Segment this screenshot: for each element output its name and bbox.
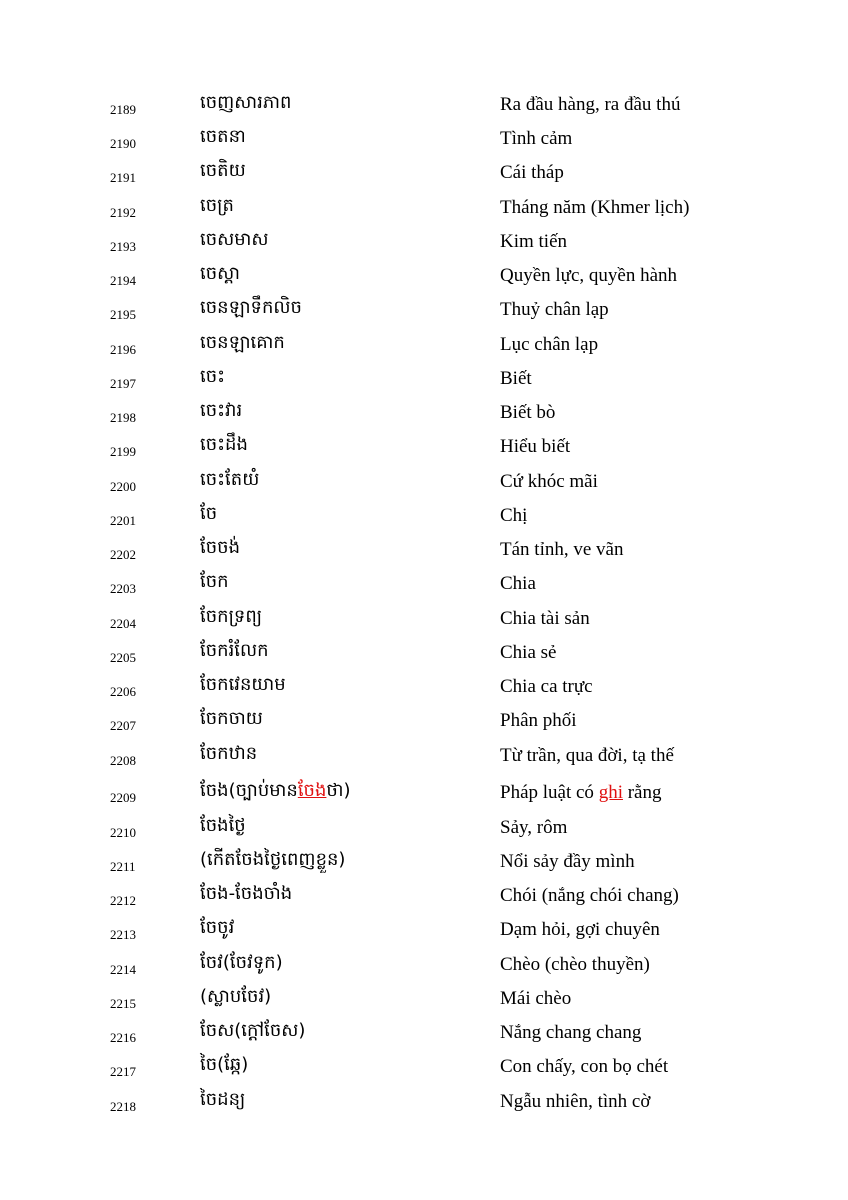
vietnamese-meaning: Sảy, rôm	[500, 817, 568, 838]
dictionary-entry	[0, 571, 848, 605]
dictionary-entry	[0, 537, 848, 571]
khmer-term: ចែកវេនយាម	[200, 674, 286, 695]
khmer-term: ចេនឡាទឹកលិច	[200, 297, 302, 318]
vietnamese-meaning-suffix: rằng	[622, 782, 662, 803]
entry-number: 2213	[110, 927, 136, 942]
vietnamese-meaning: Lục chân lạp	[500, 334, 599, 355]
vietnamese-meaning: Chị	[500, 505, 528, 526]
khmer-term: ចែង-ចែងចាំង	[200, 883, 293, 904]
khmer-term-prefix: ចែង(ច្បាប់មាន	[200, 780, 298, 801]
entry-number: 2205	[110, 650, 136, 665]
dictionary-entry	[0, 849, 848, 883]
dictionary-entry	[0, 503, 848, 537]
dictionary-entry	[0, 229, 848, 263]
vietnamese-meaning: Biết bò	[500, 402, 556, 423]
vietnamese-meaning: Chèo (chèo thuyền)	[500, 954, 650, 975]
khmer-term: ចេតនា	[200, 126, 246, 147]
vietnamese-meaning: Kim tiến	[500, 231, 568, 252]
dictionary-entry	[0, 708, 848, 742]
khmer-term: ចេនឡាគោក	[200, 332, 285, 353]
vietnamese-meaning: Chia sẻ	[500, 642, 557, 663]
vietnamese-meaning: Từ trần, qua đời, tạ thế	[500, 745, 674, 766]
khmer-term: ចែ	[200, 503, 218, 524]
entry-number: 2215	[110, 996, 136, 1011]
dictionary-entry	[0, 126, 848, 160]
khmer-term: ចេត្រ	[200, 195, 234, 216]
entry-number: 2210	[110, 825, 136, 840]
khmer-term: ចេះដឹង	[200, 434, 248, 455]
dictionary-entry	[0, 606, 848, 640]
dictionary-entry	[0, 263, 848, 297]
dictionary-entry	[0, 434, 848, 468]
vietnamese-meaning: Chia	[500, 573, 536, 594]
entry-number: 2193	[110, 239, 136, 254]
khmer-term: ចែកឋាន	[200, 743, 258, 764]
dictionary-entry	[0, 883, 848, 917]
entry-number: 2197	[110, 376, 136, 391]
entry-number: 2217	[110, 1064, 136, 1079]
entry-number: 2214	[110, 962, 136, 977]
dictionary-entry	[0, 92, 848, 126]
dictionary-entry	[0, 1054, 848, 1088]
entry-number: 2216	[110, 1030, 136, 1045]
entry-number: 2211	[110, 859, 136, 874]
khmer-term: ចេះ	[200, 366, 226, 387]
khmer-term: (កើតចែងថ្ងៃពេញខ្លួន)	[200, 849, 346, 870]
vietnamese-meaning: Con chấy, con bọ chét	[500, 1056, 669, 1077]
khmer-highlighted-word: ចែង	[297, 780, 327, 801]
khmer-term: ចេះវារ	[200, 400, 243, 421]
entry-number: 2190	[110, 136, 136, 151]
entry-number: 2202	[110, 547, 136, 562]
vietnamese-meaning: Biết	[500, 368, 532, 389]
vietnamese-meaning: Tháng năm (Khmer lịch)	[500, 197, 690, 218]
entry-number: 2199	[110, 444, 136, 459]
khmer-term: ចែវ(ចែវទូក)	[200, 952, 283, 973]
vietnamese-meaning: Chia tài sản	[500, 608, 590, 629]
vietnamese-meaning: Tình cảm	[500, 128, 573, 149]
dictionary-entry	[0, 366, 848, 400]
khmer-term: (ស្លាបចែវ)	[200, 986, 272, 1007]
dictionary-entry	[0, 952, 848, 986]
vietnamese-meaning: Quyền lực, quyền hành	[500, 265, 678, 286]
khmer-term: ចែងថ្ងៃ	[200, 815, 246, 836]
vietnamese-meaning: Mái chèo	[500, 988, 572, 1009]
entry-number: 2194	[110, 273, 136, 288]
entry-number: 2189	[110, 102, 136, 117]
khmer-term-suffix: ថា)	[326, 780, 351, 801]
entry-number: 2206	[110, 684, 136, 699]
vietnamese-meaning: Chia ca trực	[500, 676, 593, 697]
entry-number: 2196	[110, 342, 136, 357]
dictionary-entry	[0, 400, 848, 434]
entry-number: 2200	[110, 479, 136, 494]
entry-number: 2191	[110, 170, 136, 185]
khmer-term: ចេញសារភាព	[200, 92, 292, 113]
dictionary-entry	[0, 332, 848, 366]
khmer-term: ចេតិយ	[200, 160, 246, 181]
vietnamese-meaning: Nắng chang chang	[500, 1022, 642, 1043]
dictionary-entry	[0, 1020, 848, 1054]
dictionary-entry	[0, 917, 848, 951]
dictionary-entry	[0, 780, 848, 814]
entry-number: 2212	[110, 893, 136, 908]
dictionary-entry	[0, 469, 848, 503]
vietnamese-meaning: Cứ khóc mãi	[500, 471, 598, 492]
vietnamese-meaning: Chói (nắng chói chang)	[500, 885, 679, 906]
entry-number: 2198	[110, 410, 136, 425]
vietnamese-meaning: Dạm hỏi, gợi chuyên	[500, 919, 660, 940]
entry-number: 2204	[110, 616, 136, 631]
vietnamese-meaning: Cái tháp	[500, 162, 564, 183]
entry-number: 2208	[110, 753, 136, 768]
vietnamese-meaning: Hiểu biết	[500, 436, 571, 457]
entry-number: 2195	[110, 307, 136, 322]
vietnamese-meaning: Ra đầu hàng, ra đầu thú	[500, 94, 681, 115]
khmer-term: ចែករំលែក	[200, 640, 269, 661]
dictionary-entry	[0, 195, 848, 229]
khmer-term: ចែក	[200, 571, 229, 592]
entry-number: 2207	[110, 718, 136, 733]
khmer-term: ចេះតែយំ	[200, 469, 260, 490]
khmer-term: ចៃដន្យ	[200, 1089, 246, 1110]
vietnamese-meaning: Ngẫu nhiên, tình cờ	[500, 1091, 651, 1112]
entry-number: 2218	[110, 1099, 136, 1114]
dictionary-entry	[0, 640, 848, 674]
dictionary-entry	[0, 815, 848, 849]
vietnamese-meaning: Nổi sảy đầy mình	[500, 851, 635, 872]
khmer-term: ចែកទ្រព្យ	[200, 606, 263, 627]
entry-number: 2203	[110, 581, 136, 596]
vietnamese-meaning: Thuỷ chân lạp	[500, 299, 609, 320]
dictionary-entry	[0, 160, 848, 194]
entry-number: 2209	[110, 790, 136, 805]
khmer-term: ចែចង់	[200, 537, 240, 558]
dictionary-entry	[0, 297, 848, 331]
dictionary-entry	[0, 743, 848, 777]
khmer-term: ចៃ(ឆ្កែ)	[200, 1054, 249, 1075]
dictionary-entry	[0, 1089, 848, 1123]
dictionary-entry	[0, 674, 848, 708]
khmer-term: ចែចូវ	[200, 917, 235, 938]
vietnamese-meaning	[500, 782, 661, 804]
entry-number: 2192	[110, 205, 136, 220]
khmer-term: ចែកចាយ	[200, 708, 263, 729]
khmer-term: ចេស្តា	[200, 263, 240, 284]
khmer-term: ចេសមាស	[200, 229, 269, 250]
entry-number: 2201	[110, 513, 136, 528]
vietnamese-meaning: Phân phối	[500, 710, 577, 731]
vietnamese-meaning-prefix: Pháp luật có	[500, 782, 599, 803]
vietnamese-meaning: Tán tỉnh, ve vãn	[500, 539, 624, 560]
khmer-term	[200, 780, 351, 802]
vietnamese-highlighted-word: ghi	[598, 782, 623, 803]
dictionary-entry	[0, 986, 848, 1020]
khmer-term: ចែស(ក្ដៅចែស)	[200, 1020, 306, 1041]
